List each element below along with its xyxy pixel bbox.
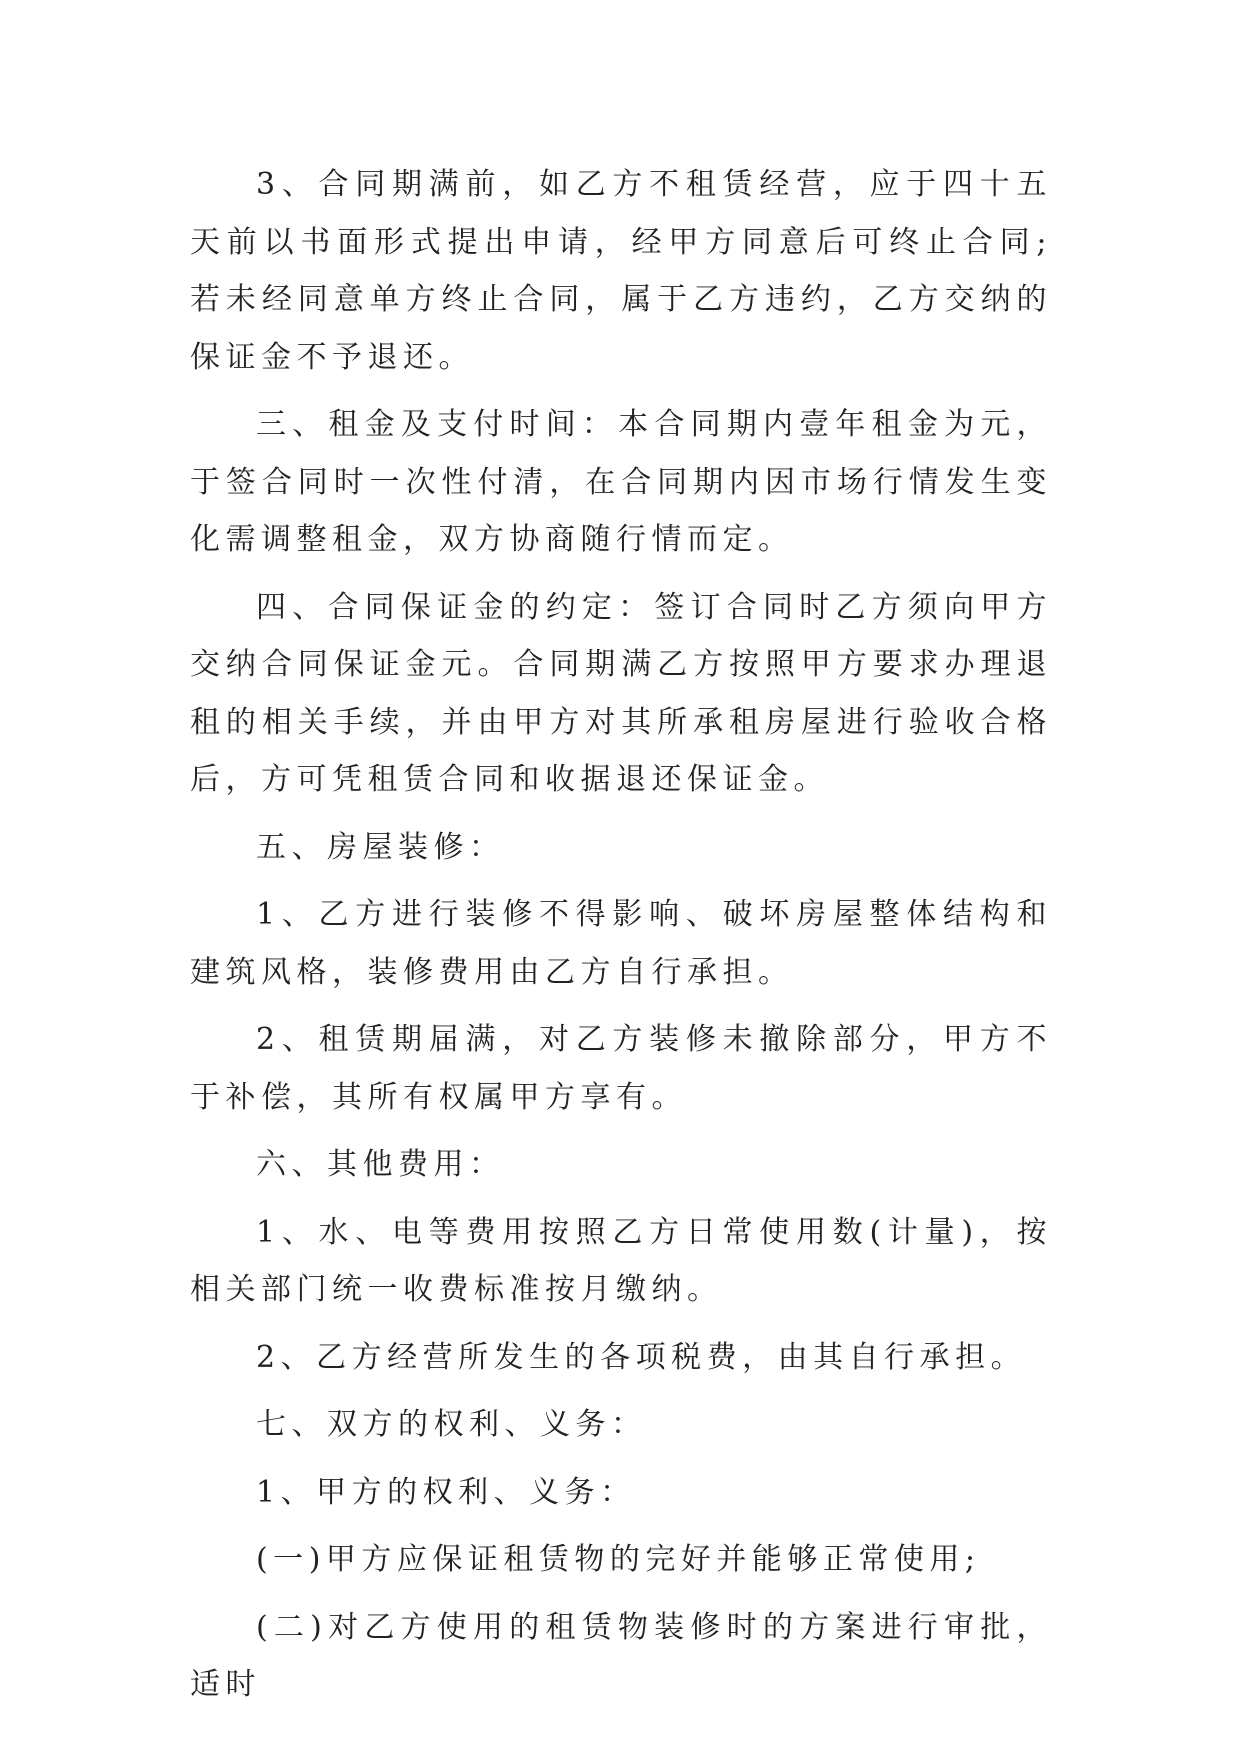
- paragraph-party-a-heading: 1、甲方的权利、义务：: [256, 1474, 636, 1510]
- paragraph-decoration-2: 2、租赁期届满，对乙方装修未撤除部分，甲方不于补偿，其所有权属甲方享有。: [190, 1022, 1052, 1115]
- paragraph-decoration-heading: 五、房屋装修：: [256, 829, 505, 865]
- paragraph-party-a-item-2: (二)对乙方使用的租赁物装修时的方案进行审批，适时: [190, 1609, 1052, 1702]
- paragraph-party-a-item-1: (一)甲方应保证租赁物的完好并能够正常使用;: [256, 1542, 981, 1577]
- paragraph-termination: 3、合同期满前，如乙方不租赁经营，应于四十五天前以书面形式提出申请，经甲方同意后可终止合同;若未经同意单方终止合同，属于乙方违约，乙方交纳的保证金不予退还。: [190, 167, 1052, 375]
- paragraph-other-fees-2: 2、乙方经营所发生的各项税费，由其自行承担。: [256, 1339, 1027, 1375]
- paragraph-decoration-1: 1、乙方进行装修不得影响、破坏房屋整体结构和建筑风格，装修费用由乙方自行承担。: [190, 897, 1052, 990]
- paragraph-rent-payment: 三、租金及支付时间：本合同期内壹年租金为元，于签合同时一次性付清，在合同期内因市场行情发生变化需调整租金，双方协商随行情而定。: [190, 407, 1052, 557]
- paragraph-other-fees-1: 1、水、电等费用按照乙方日常使用数(计量)，按相关部门统一收费标准按月缴纳。: [190, 1214, 1052, 1307]
- document-body: [190, 156, 1052, 1714]
- paragraph-deposit: 四、合同保证金的约定：签订合同时乙方须向甲方交纳合同保证金元。合同期满乙方按照甲方要求办理退租的相关手续，并由甲方对其所承租房屋进行验收合格后，方可凭租赁合同和收据退还保证金。: [190, 589, 1052, 797]
- paragraph-other-fees-heading: 六、其他费用：: [256, 1147, 505, 1182]
- paragraph-rights-heading: 七、双方的权利、义务：: [256, 1407, 647, 1442]
